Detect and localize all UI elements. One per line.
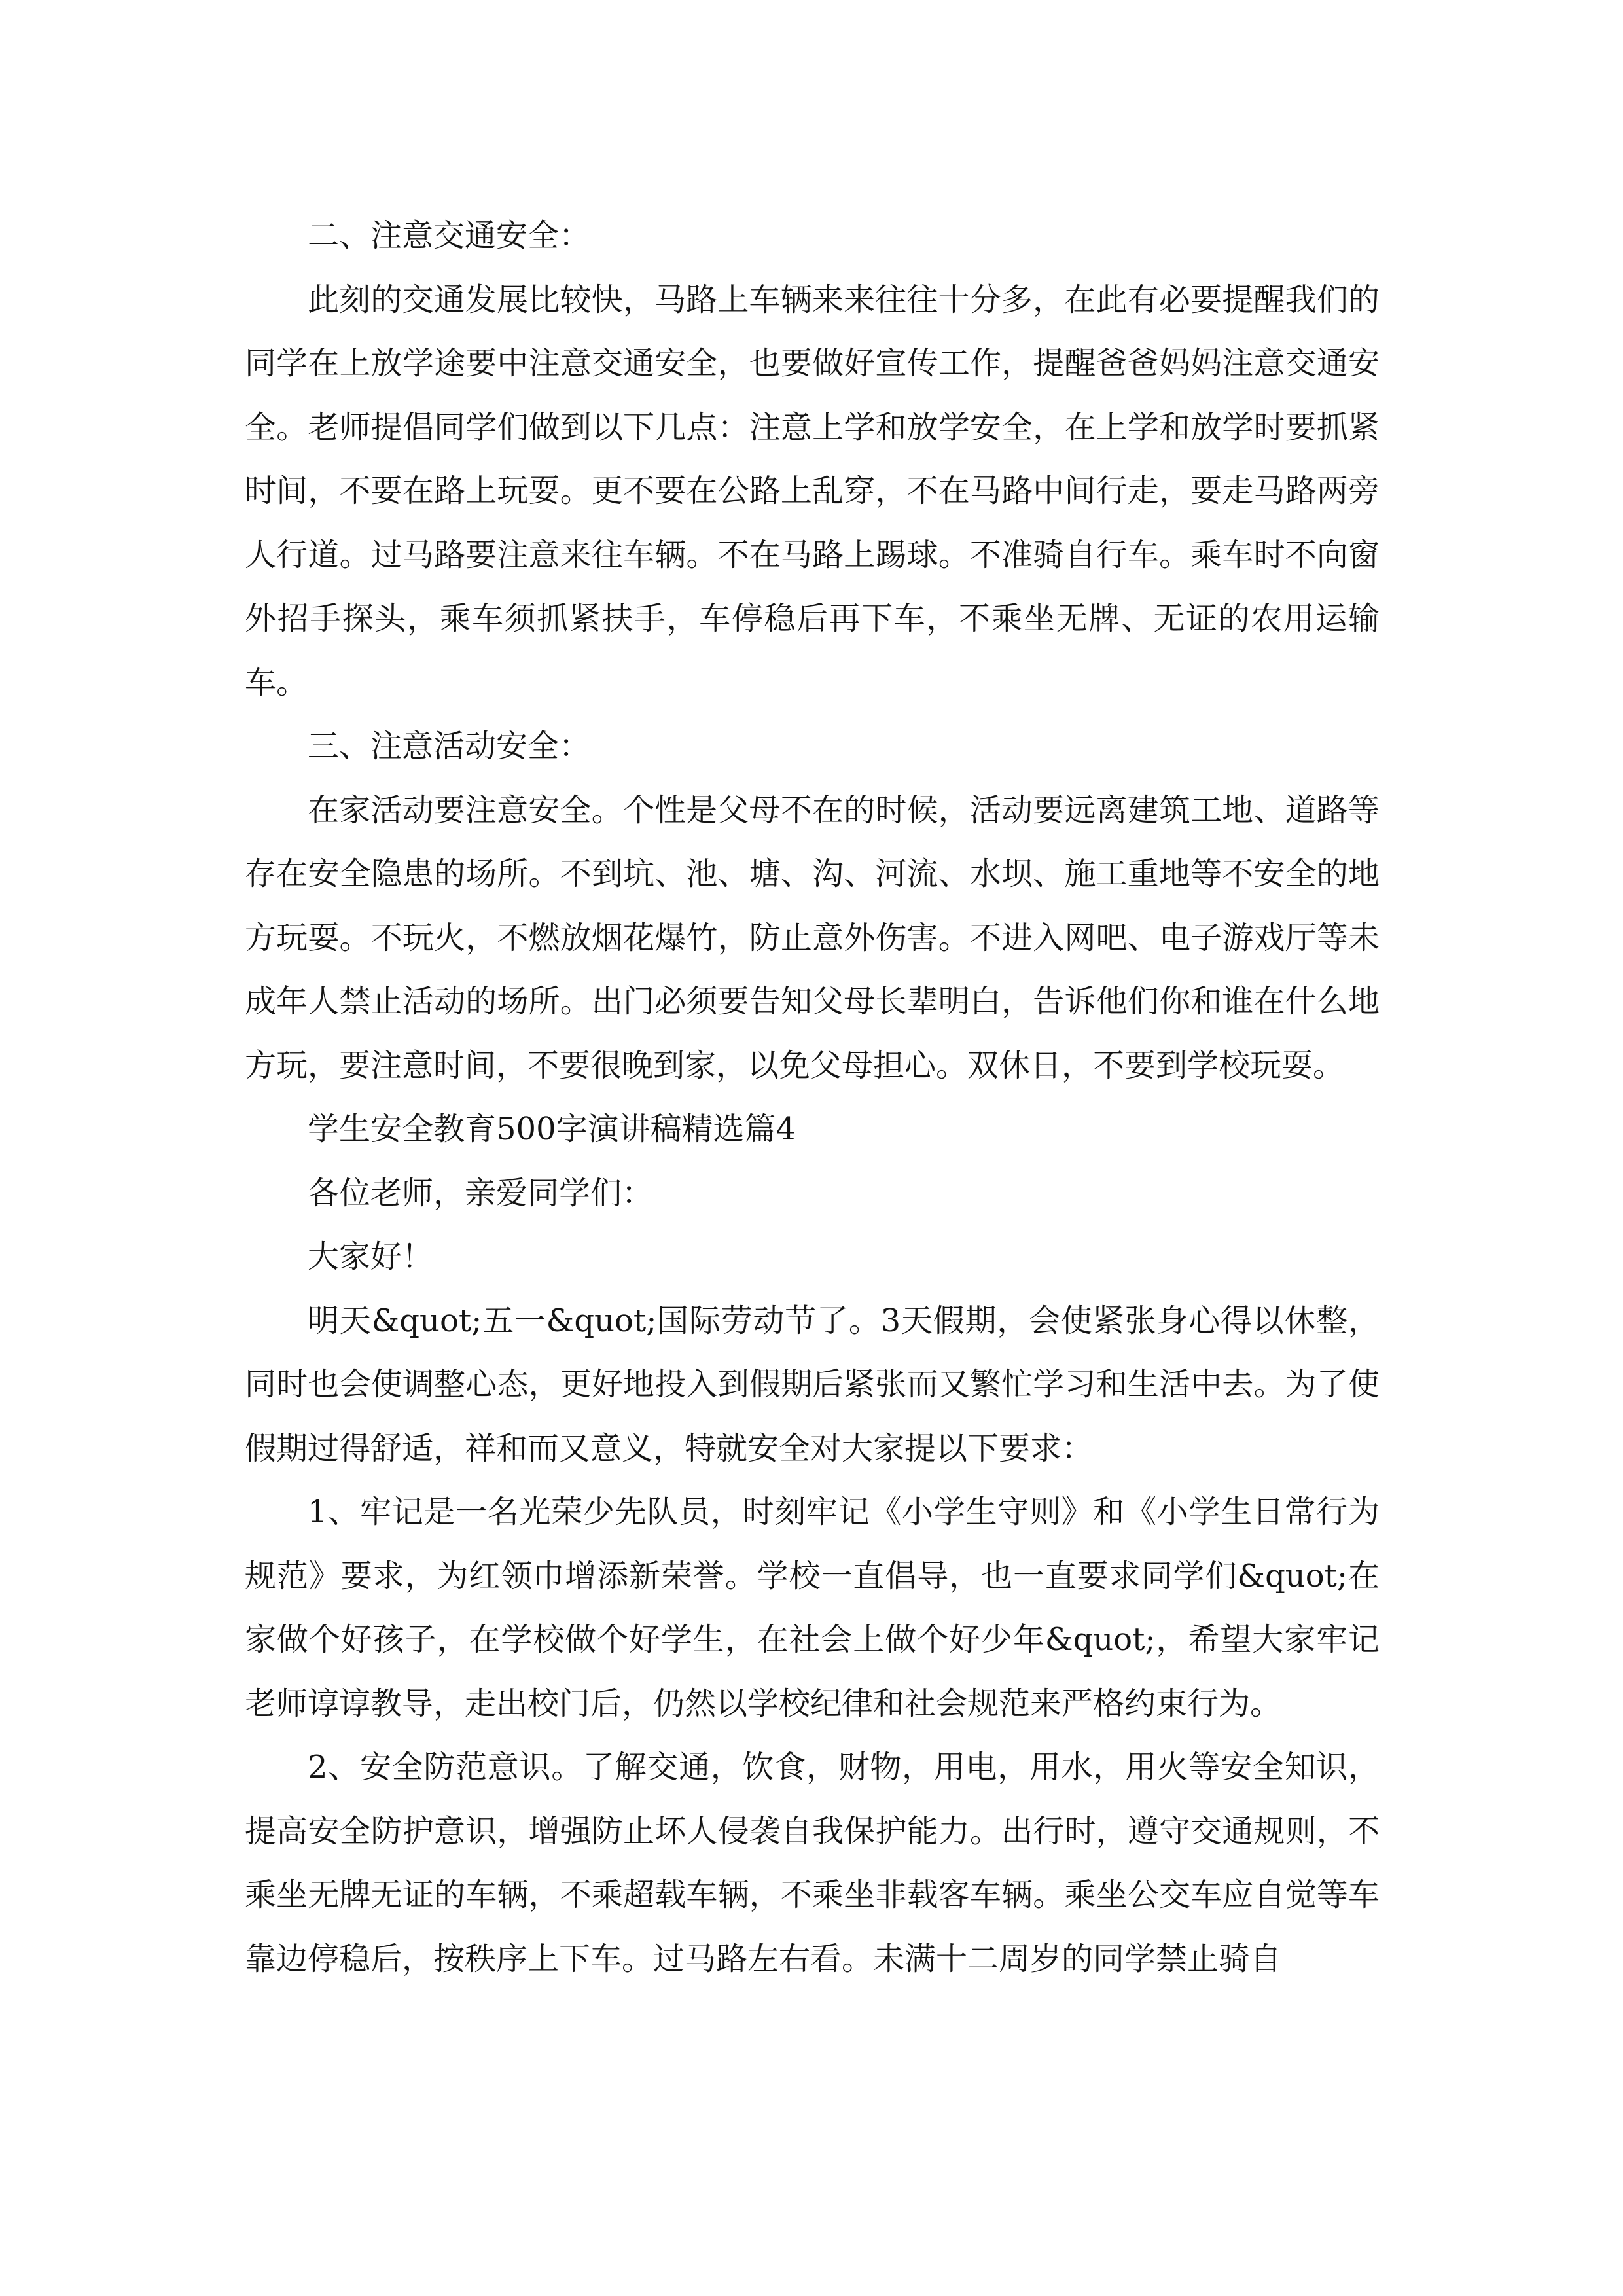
paragraph-item-1: 1、牢记是一名光荣少先队员，时刻牢记《小学生守则》和《小学生日常行为规范》要求，为红领巾增添新荣誉。学校一直倡导，也一直要求同学们&quot;在家做个好孩子，在学校做个好学生，在社会上做个好少年&quot;，希望大家牢记老师谆谆教导，走出校门后，仍然以学校纪律和社会规范来严格约束行为。 — [245, 1494, 1380, 1722]
paragraph-activity-safety: 在家活动要注意安全。个性是父母不在的时候，活动要远离建筑工地、道路等存在安全隐患的场所。不到坑、池、塘、沟、河流、水坝、施工重地等不安全的地方玩耍。不玩火，不燃放烟花爆竹，防止意外伤害。不进入网吧、电子游戏厅等未成年人禁止活动的场所。出门必须要告知父母长辈明白，告诉他们你和谁在什么地方玩，要注意时间，不要很晚到家，以免父母担心。双休日，不要到学校玩耍。 — [245, 791, 1380, 1084]
speech-title: 学生安全教育500字演讲稿精选篇4 — [308, 1111, 796, 1147]
paragraph-traffic-safety: 此刻的交通发展比较快，马路上车辆来来往往十分多，在此有必要提醒我们的同学在上放学途要中注意交通安全，也要做好宣传工作，提醒爸爸妈妈注意交通安全。老师提倡同学们做到以下几点：注意上学和放学安全，在上学和放学时要抓紧时间，不要在路上玩耍。更不要在公路上乱穿，不在马路中间行走，要走马路两旁人行道。过马路要注意来往车辆。不在马路上踢球。不准骑自行车。乘车时不向窗外招手探头，乘车须抓紧扶手，车停稳后再下车，不乘坐无牌、无证的农用运输车。 — [245, 281, 1380, 701]
section-heading-traffic-safety: 二、注意交通安全： — [308, 217, 591, 254]
paragraph-holiday-intro: 明天&quot;五一&quot;国际劳动节了。3天假期，会使紧张身心得以休整，同时也会使调整心态，更好地投入到假期后紧张而又繁忙学习和生活中去。为了使假期过得舒适，祥和而又意义，特就安全对大家提以下要求： — [245, 1302, 1380, 1467]
salutation: 各位老师，亲爱同学们： — [308, 1174, 654, 1211]
section-heading-activity-safety: 三、注意活动安全： — [308, 728, 591, 764]
paragraph-item-2: 2、安全防范意识。了解交通，饮食，财物，用电，用水，用火等安全知识，提高安全防护意识，增强防止坏人侵袭自我保护能力。出行时，遵守交通规则，不乘坐无牌无证的车辆，不乘超载车辆，不乘坐非载客车辆。乘坐公交车应自觉等车靠边停稳后，按秩序上下车。过马路左右看。未满十二周岁的同学禁止骑自 — [245, 1749, 1380, 1977]
greeting: 大家好！ — [308, 1238, 434, 1275]
document-body — [245, 204, 1380, 1991]
